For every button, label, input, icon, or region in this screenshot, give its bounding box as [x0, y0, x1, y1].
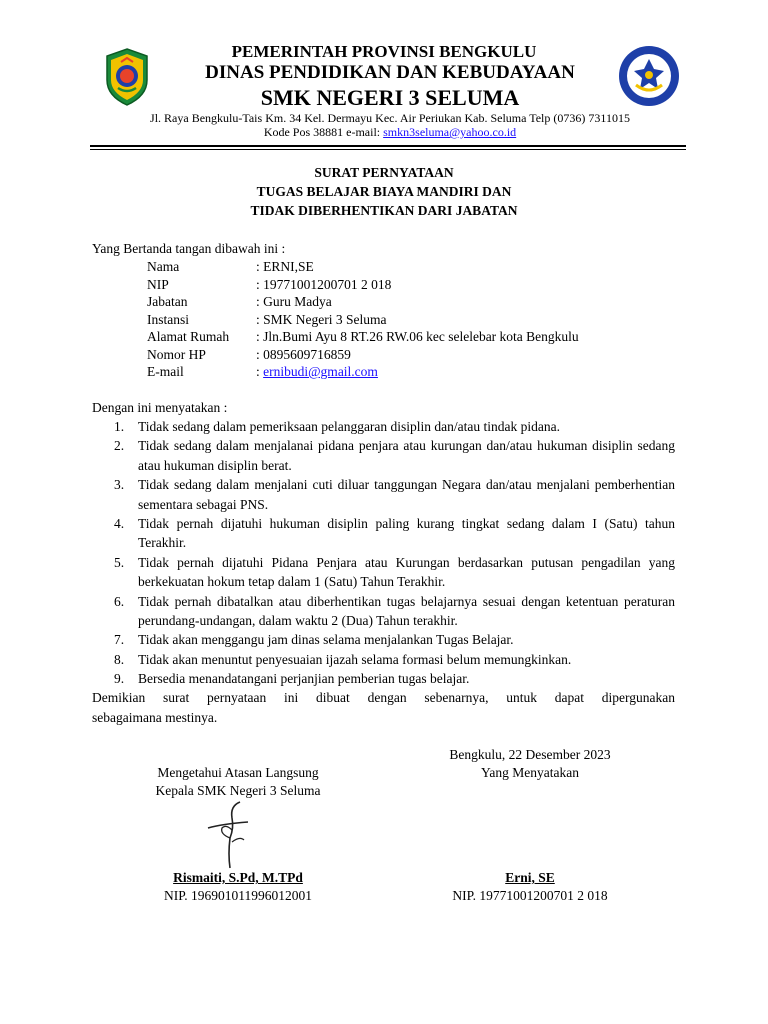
list-item-number: 3.	[114, 477, 125, 493]
statement-list	[92, 417, 675, 689]
field-value-alamat: : Jln.Bumi Ayu 8 RT.26 RW.06 kec selelebar kota Bengkulu	[256, 329, 579, 344]
list-item	[92, 592, 675, 631]
left-signatory-nip: NIP. 196901011996012001	[163, 888, 312, 903]
header-rule-thick	[90, 145, 686, 147]
header-department-line: DINAS PENDIDIKAN DAN KEBUDAYAAN	[205, 62, 575, 83]
list-item-text: Tidak sedang dalam menjalani cuti diluar tanggungan Negara dan/atau menjalani pemberhentian sementara sebagai PNS.	[138, 477, 675, 512]
closing-line1: Demikian surat pernyataan ini dibuat dengan sebenarnya, untuk dapat dipergunakan	[92, 690, 675, 705]
field-label-nomor-hp: Nomor HP	[147, 347, 206, 362]
field-value-email-colon: :	[256, 364, 264, 379]
list-item-number: 4.	[114, 516, 125, 532]
field-value-nip: : 19771001200701 2 018	[256, 277, 392, 292]
field-label-email: E-mail	[147, 364, 184, 379]
list-item	[92, 436, 675, 475]
list-item	[92, 650, 675, 669]
header-postal-text: Kode Pos 38881 e-mail:	[263, 125, 384, 139]
list-item-text: Tidak akan menggangu jam dinas selama menjalankan Tugas Belajar.	[138, 632, 514, 648]
document-title-line2: TUGAS BELAJAR BIAYA MANDIRI DAN	[256, 184, 512, 199]
list-item-number: 2.	[114, 438, 125, 454]
list-item	[92, 630, 675, 649]
list-item-text: Tidak pernah dijatuhi Pidana Penjara atau Kurungan berdasarkan putusan pengadilan yang berkekuatan hokum tetap dalam 1 (Satu) Tahun Terakhir.	[138, 554, 675, 590]
right-signatory-name: Erni, SE	[505, 870, 555, 885]
right-signatory-nip: NIP. 19771001200701 2 018	[452, 888, 608, 903]
field-label-nip: NIP	[147, 277, 169, 292]
list-item	[92, 514, 675, 553]
field-email-link[interactable]: ernibudi@gmail.com	[263, 364, 378, 379]
list-item-number: 7.	[114, 632, 125, 648]
left-signatory-name: Rismaiti, S.Pd, M.TPd	[173, 870, 303, 885]
list-item-number: 8.	[114, 651, 125, 667]
field-value-nomor-hp: : 0895609716859	[256, 347, 351, 362]
header-school-name: SMK NEGERI 3 SELUMA	[260, 85, 520, 110]
field-label-alamat: Alamat Rumah	[147, 329, 230, 344]
field-label-nama: Nama	[147, 259, 180, 274]
list-item	[92, 475, 675, 514]
list-item-number: 6.	[114, 593, 125, 609]
list-item-text: Tidak akan menuntut penyesuaian ijazah selama formasi belum memungkinkan.	[138, 651, 572, 667]
header-government-line: PEMERINTAH PROVINSI BENGKULU	[231, 42, 537, 61]
document-title-line1: SURAT PERNYATAAN	[314, 165, 454, 180]
field-value-jabatan: : Guru Madya	[256, 294, 332, 309]
right-signatory-role: Yang Menyatakan	[481, 765, 579, 780]
field-value-email	[256, 363, 378, 381]
header-email-link[interactable]: smkn3seluma@yahoo.co.id	[383, 125, 517, 139]
field-value-nama: : ERNI,SE	[256, 259, 314, 274]
place-date: Bengkulu, 22 Desember 2023	[449, 747, 611, 762]
left-signatory-role2: Kepala SMK Negeri 3 Seluma	[155, 783, 321, 798]
list-item-text: Tidak pernah dijatuhi hukuman disiplin paling kurang tingkat sedang dalam I (Satu) tahun Terakhir.	[138, 516, 675, 551]
list-item-text: Tidak pernah dibatalkan atau diberhentikan tugas belajarnya sesuai dengan ketentuan peraturan perundang-undangan, dalam waktu 2 (Dua) Tahun terakhir.	[138, 593, 675, 629]
header-address: Jl. Raya Bengkulu-Tais Km. 34 Kel. Dermayu Kec. Air Periukan Kab. Seluma Telp (0736) 7311015	[150, 111, 630, 125]
closing-line2: sebagaimana mestinya.	[92, 710, 218, 725]
list-item	[92, 417, 675, 436]
intro-text: Yang Bertanda tangan dibawah ini :	[92, 241, 286, 256]
field-label-jabatan: Jabatan	[147, 294, 188, 309]
list-item-number: 9.	[114, 671, 125, 687]
left-signatory-role1: Mengetahui Atasan Langsung	[157, 765, 319, 780]
field-value-instansi: : SMK Negeri 3 Seluma	[256, 312, 387, 327]
document-title-line3: TIDAK DIBERHENTIKAN DARI JABATAN	[250, 203, 518, 218]
list-item-text: Tidak sedang dalam menjalanai pidana penjara atau kurungan dan/atau hukuman disiplin sedang atau hukuman disiplin berat.	[138, 438, 675, 473]
list-item-number: 1.	[114, 419, 125, 434]
list-item	[92, 669, 675, 688]
list-item-text: Bersedia menandatangani perjanjian pemberian tugas belajar.	[138, 671, 470, 687]
list-item	[92, 553, 675, 592]
header-rule-thin	[90, 149, 686, 150]
header-postal-email	[0, 125, 768, 139]
declare-intro: Dengan ini menyatakan :	[92, 400, 228, 415]
field-label-instansi: Instansi	[147, 312, 189, 327]
list-item-number: 5.	[114, 554, 125, 570]
list-item-text: Tidak sedang dalam pemeriksaan pelanggaran disiplin dan/atau tindak pidana.	[138, 419, 561, 434]
handwritten-signature	[200, 798, 260, 872]
